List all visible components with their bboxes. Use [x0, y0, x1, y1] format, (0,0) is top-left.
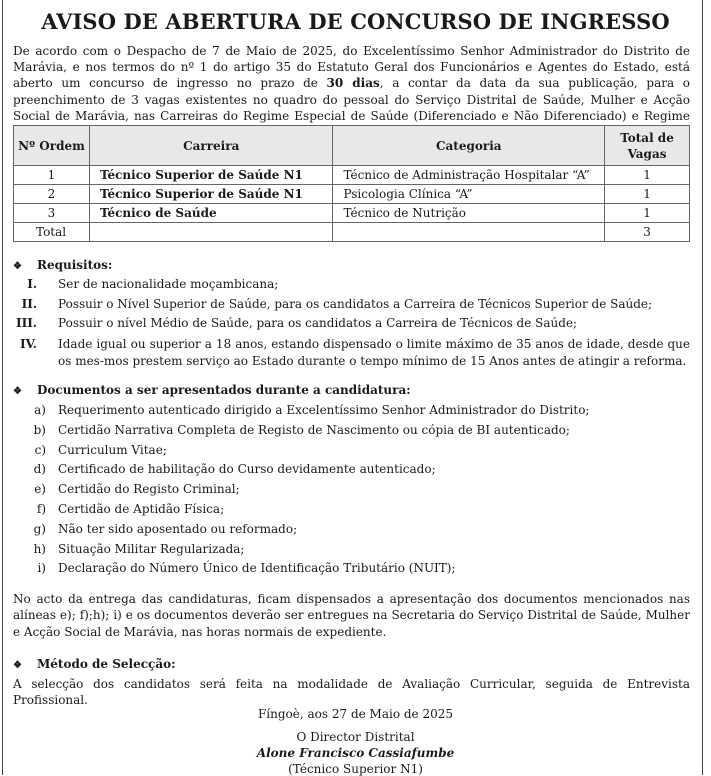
cell-carreira: Técnico Superior de Saúde N1: [89, 185, 333, 204]
list-item: [13, 559, 690, 579]
list-item: [13, 520, 690, 540]
item-text: Certidão de Aptidão Física;: [58, 501, 225, 516]
cell-total-value: 3: [605, 223, 690, 242]
item-letter: e): [34, 482, 46, 497]
documentos-list: [13, 401, 690, 579]
place-date: Fíngoè, aos 27 de Maio de 2025: [257, 707, 454, 721]
header-order: Nº Ordem: [14, 126, 90, 166]
requisitos-list: [13, 275, 690, 369]
metodo-text: A selecção dos candidatos será feita na modalidade de Avaliação Curricular, seguida de Entrevista Profissional.: [13, 677, 690, 708]
intro-text-1: De acordo com o Despacho de 7 de Maio de 2025, do Excelentíssimo Senhor Administrador do Distrito de Marávia, e nos termos do nº 1 do artigo 35 do Estatuto Geral dos Funcionários e Agentes do Estado, está aberto um concurso de ingresso no prazo de: [13, 44, 690, 91]
intro-deadline: 30 dias: [326, 76, 380, 91]
item-text: Certidão do Registo Criminal;: [58, 482, 240, 497]
signatory-role: O Director Distrital: [296, 730, 415, 744]
item-letter: f): [36, 501, 46, 516]
item-letter: b): [33, 422, 46, 437]
notice-title: AVISO DE ABERTURA DE CONCURSO DE INGRESSO: [41, 9, 670, 34]
list-item: [13, 480, 690, 500]
item-text: Certidão Narrativa Completa de Registo de Nascimento ou cópia de BI autenticado;: [58, 422, 570, 437]
item-text: Certificado de habilitação do Curso devidamente autenticado;: [58, 462, 436, 477]
item-text: Possuir o Nível Superior de Saúde, para os candidatos a Carreira de Técnicos Superior de Saúde;: [58, 296, 653, 311]
cell-vagas: 1: [605, 166, 690, 185]
list-item: [13, 540, 690, 560]
table-header-row: [14, 126, 690, 166]
item-text: Ser de nacionalidade moçambicana;: [58, 277, 279, 291]
list-item: [13, 314, 690, 334]
requisitos-heading-text: Requisitos:: [37, 258, 113, 272]
table-row: [14, 166, 690, 185]
documentos-heading-text: Documentos a ser apresentados durante a candidatura:: [37, 383, 411, 397]
metodo-heading-text: Método de Selecção:: [37, 657, 176, 671]
item-text: Possuir o nível Médio de Saúde, para os candidatos a Carreira de Técnicos de Saúde;: [58, 316, 578, 331]
diamond-bullet-icon: ❖: [13, 660, 22, 671]
diamond-bullet-icon: ❖: [13, 261, 22, 272]
list-item: [13, 500, 690, 520]
item-letter: a): [34, 403, 46, 417]
cell-empty: [333, 223, 605, 242]
list-item: [13, 295, 690, 315]
item-number: II.: [21, 296, 37, 311]
list-item: [13, 275, 690, 295]
submission-note: No acto da entrega das candidaturas, ficam dispensados a apresentação dos documentos mencionados nas alíneas e); f);h); i) e os documentos deverão ser entregues na Secretaria do Serviço Distrital de Saúde, Mulher e Acção Social de Marávia, nas horas normais de expediente.: [13, 592, 690, 639]
item-text: Situação Militar Regularizada;: [58, 541, 245, 556]
list-item: [13, 334, 690, 369]
item-letter: g): [33, 521, 46, 536]
item-letter: d): [33, 462, 46, 477]
metodo-heading: [13, 657, 176, 671]
table-total-row: [14, 223, 690, 242]
vacancies-table: [13, 125, 690, 242]
cell-categoria: Técnico de Nutrição: [333, 204, 605, 223]
item-number: IV.: [19, 337, 37, 352]
list-item: [13, 401, 690, 421]
item-number: I.: [27, 277, 37, 291]
cell-categoria: Técnico de Administração Hospitalar “A”: [333, 166, 605, 185]
header-carreira: Carreira: [89, 126, 333, 166]
header-vagas: Total de Vagas: [605, 126, 690, 166]
cell-vagas: 1: [605, 185, 690, 204]
requisitos-heading: [13, 258, 112, 272]
cell-vagas: 1: [605, 204, 690, 223]
cell-empty: [89, 223, 333, 242]
list-item: [13, 441, 690, 461]
documentos-heading: [13, 383, 411, 397]
cell-total-label: Total: [14, 223, 90, 242]
cell-carreira: Técnico de Saúde: [89, 204, 333, 223]
signatory-name: Alone Francisco Cassiafumbe: [256, 746, 455, 760]
item-text: Requerimento autenticado dirigido a Excelentíssimo Senhor Administrador do Distrito;: [58, 403, 590, 417]
cell-carreira: Técnico Superior de Saúde N1: [89, 166, 333, 185]
item-letter: h): [33, 541, 46, 556]
intro-text-2: , a contar da data da sua publicação, para o preenchimento de 3 vagas existentes no quadro do pessoal do Serviço Distrital de Saúde, Mulher e Acção Social de Marávia, nas Carreiras do Regime Especial de Saúde (Diferenciado e Não Diferenciado) e Regime: [13, 76, 691, 123]
diamond-bullet-icon: ❖: [13, 386, 22, 397]
item-text: Curriculum Vitae;: [58, 442, 167, 457]
item-text: Idade igual ou superior a 18 anos, estando dispensado o limite máximo de 35 anos de idade, desde que os mes-mos prestem serviço ao Estado durante o tempo mínimo de 15 Anos antes de atingir a reforma.: [58, 337, 690, 368]
list-item: [13, 460, 690, 480]
signatory-title: (Técnico Superior N1): [288, 762, 423, 776]
item-letter: i): [37, 561, 46, 576]
item-text: Não ter sido aposentado ou reformado;: [58, 521, 298, 536]
table-row: [14, 185, 690, 204]
cell-order: 3: [14, 204, 90, 223]
cell-order: 1: [14, 166, 90, 185]
header-categoria: Categoria: [333, 126, 605, 166]
list-item: [13, 421, 690, 441]
cell-categoria: Psicologia Clínica “A”: [333, 185, 605, 204]
item-number: III.: [15, 316, 37, 331]
table-row: [14, 204, 690, 223]
item-text: Declaração do Número Único de Identificação Tributário (NUIT);: [58, 561, 456, 576]
item-letter: c): [34, 442, 46, 457]
cell-order: 2: [14, 185, 90, 204]
